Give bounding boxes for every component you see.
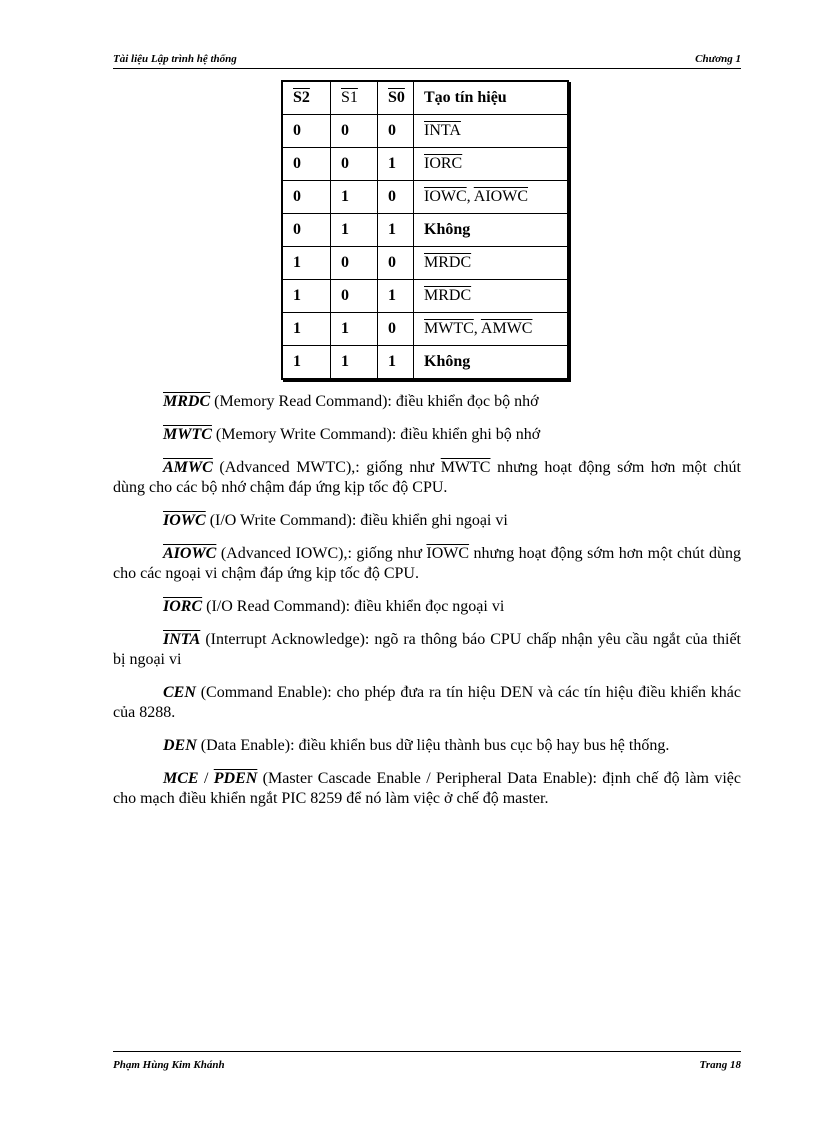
header-chapter: Chương 1	[695, 53, 741, 65]
cell-s2: 1	[282, 313, 331, 346]
header-doc-title: Tài liệu Lập trình hệ thống	[113, 53, 237, 65]
cell-s0: 1	[378, 280, 414, 313]
cell-s2: 0	[282, 148, 331, 181]
page-header	[113, 53, 741, 69]
header-s2: S2	[282, 81, 331, 115]
signal-name: MWTC	[424, 320, 474, 337]
footer-page-number: Trang 18	[699, 1059, 741, 1071]
cell-s1: 0	[331, 148, 378, 181]
cell-signals	[414, 148, 569, 181]
table-row	[282, 313, 568, 346]
cell-signals: Không	[414, 214, 569, 247]
cell-signals	[414, 247, 569, 280]
cell-s0: 1	[378, 214, 414, 247]
table-row	[282, 115, 568, 148]
page-footer	[113, 1051, 741, 1076]
cell-s1: 0	[331, 280, 378, 313]
table-row	[282, 346, 568, 380]
cell-signals	[414, 115, 569, 148]
signal-name: INTA	[424, 122, 461, 139]
cell-signals	[414, 280, 569, 313]
signal-name: IOWC	[424, 188, 467, 205]
cell-signals: IOWC, AIOWC	[414, 181, 569, 214]
header-signals: Tạo tín hiệu	[414, 81, 569, 115]
den-paragraph: DEN (Data Enable): điều khiển bus dữ liệu thành bus cục bộ hay bus hệ thống.	[163, 737, 670, 754]
cen-paragraph: CEN (Command Enable): cho phép đưa ra tín hiệu DEN và các tín hiệu điều khiển khác của 8288.	[113, 684, 741, 721]
header-s1: S1	[331, 81, 378, 115]
cell-s1: 0	[331, 115, 378, 148]
signal-name: AMWC	[480, 320, 533, 337]
aiowc-paragraph: AIOWC (Advanced IOWC),: giống như IOWC nhưng hoạt động sớm hơn một chút dùng cho các ngoại vi chậm đáp ứng kịp tốc độ CPU.	[113, 545, 742, 582]
header-s0: S0	[378, 81, 414, 115]
cell-s0: 0	[378, 181, 414, 214]
cell-s1: 0	[331, 247, 378, 280]
cell-s0: 1	[378, 346, 414, 380]
signal-name: IORC	[424, 155, 463, 172]
cell-s0: 0	[378, 115, 414, 148]
table-row	[282, 247, 568, 280]
cell-s2: 1	[282, 280, 331, 313]
mrdc-paragraph: MRDC (Memory Read Command): điều khiển đọc bộ nhớ	[163, 393, 539, 410]
iorc-paragraph: IORC (I/O Read Command): điều khiển đọc ngoại vi	[163, 598, 505, 615]
cell-s1: 1	[331, 313, 378, 346]
cell-s1: 1	[331, 346, 378, 380]
mwtc-paragraph: MWTC (Memory Write Command): điều khiển ghi bộ nhớ	[163, 426, 541, 443]
cell-s2: 1	[282, 247, 331, 280]
mce-paragraph: MCE / PDEN (Master Cascade Enable / Peripheral Data Enable): định chế độ làm việc cho mạch điều khiển ngắt PIC 8259 để nó làm việc ở chế độ master.	[113, 770, 741, 807]
amwc-paragraph: AMWC (Advanced MWTC),: giống như MWTC nhưng hoạt động sớm hơn một chút dùng cho các bộ nhớ chậm đáp ứng kịp tốc độ CPU.	[113, 459, 741, 496]
iowc-paragraph: IOWC (I/O Write Command): điều khiển ghi ngoại vi	[163, 512, 508, 529]
status-signal-table	[281, 80, 569, 380]
cell-s0: 0	[378, 247, 414, 280]
table-row	[282, 214, 568, 247]
table-row	[282, 148, 568, 181]
cell-s2: 0	[282, 181, 331, 214]
inta-paragraph: INTA (Interrupt Acknowledge): ngõ ra thông báo CPU chấp nhận yêu cầu ngắt của thiết bị ngoại vi	[113, 631, 741, 668]
table-row	[282, 181, 568, 214]
cell-signals: Không	[414, 346, 569, 380]
footer-author: Phạm Hùng Kim Khánh	[113, 1059, 225, 1071]
signal-name: AIOWC	[473, 188, 528, 205]
cell-s2: 1	[282, 346, 331, 380]
cell-s2: 0	[282, 115, 331, 148]
cell-s2: 0	[282, 214, 331, 247]
table-header-row	[282, 81, 568, 115]
cell-s0: 0	[378, 313, 414, 346]
cell-s1: 1	[331, 214, 378, 247]
signal-name: MRDC	[424, 254, 472, 271]
cell-s0: 1	[378, 148, 414, 181]
signal-name: MRDC	[424, 287, 472, 304]
signal-descriptions	[113, 392, 741, 822]
cell-signals: MWTC, AMWC	[414, 313, 569, 346]
table-row	[282, 280, 568, 313]
cell-s1: 1	[331, 181, 378, 214]
